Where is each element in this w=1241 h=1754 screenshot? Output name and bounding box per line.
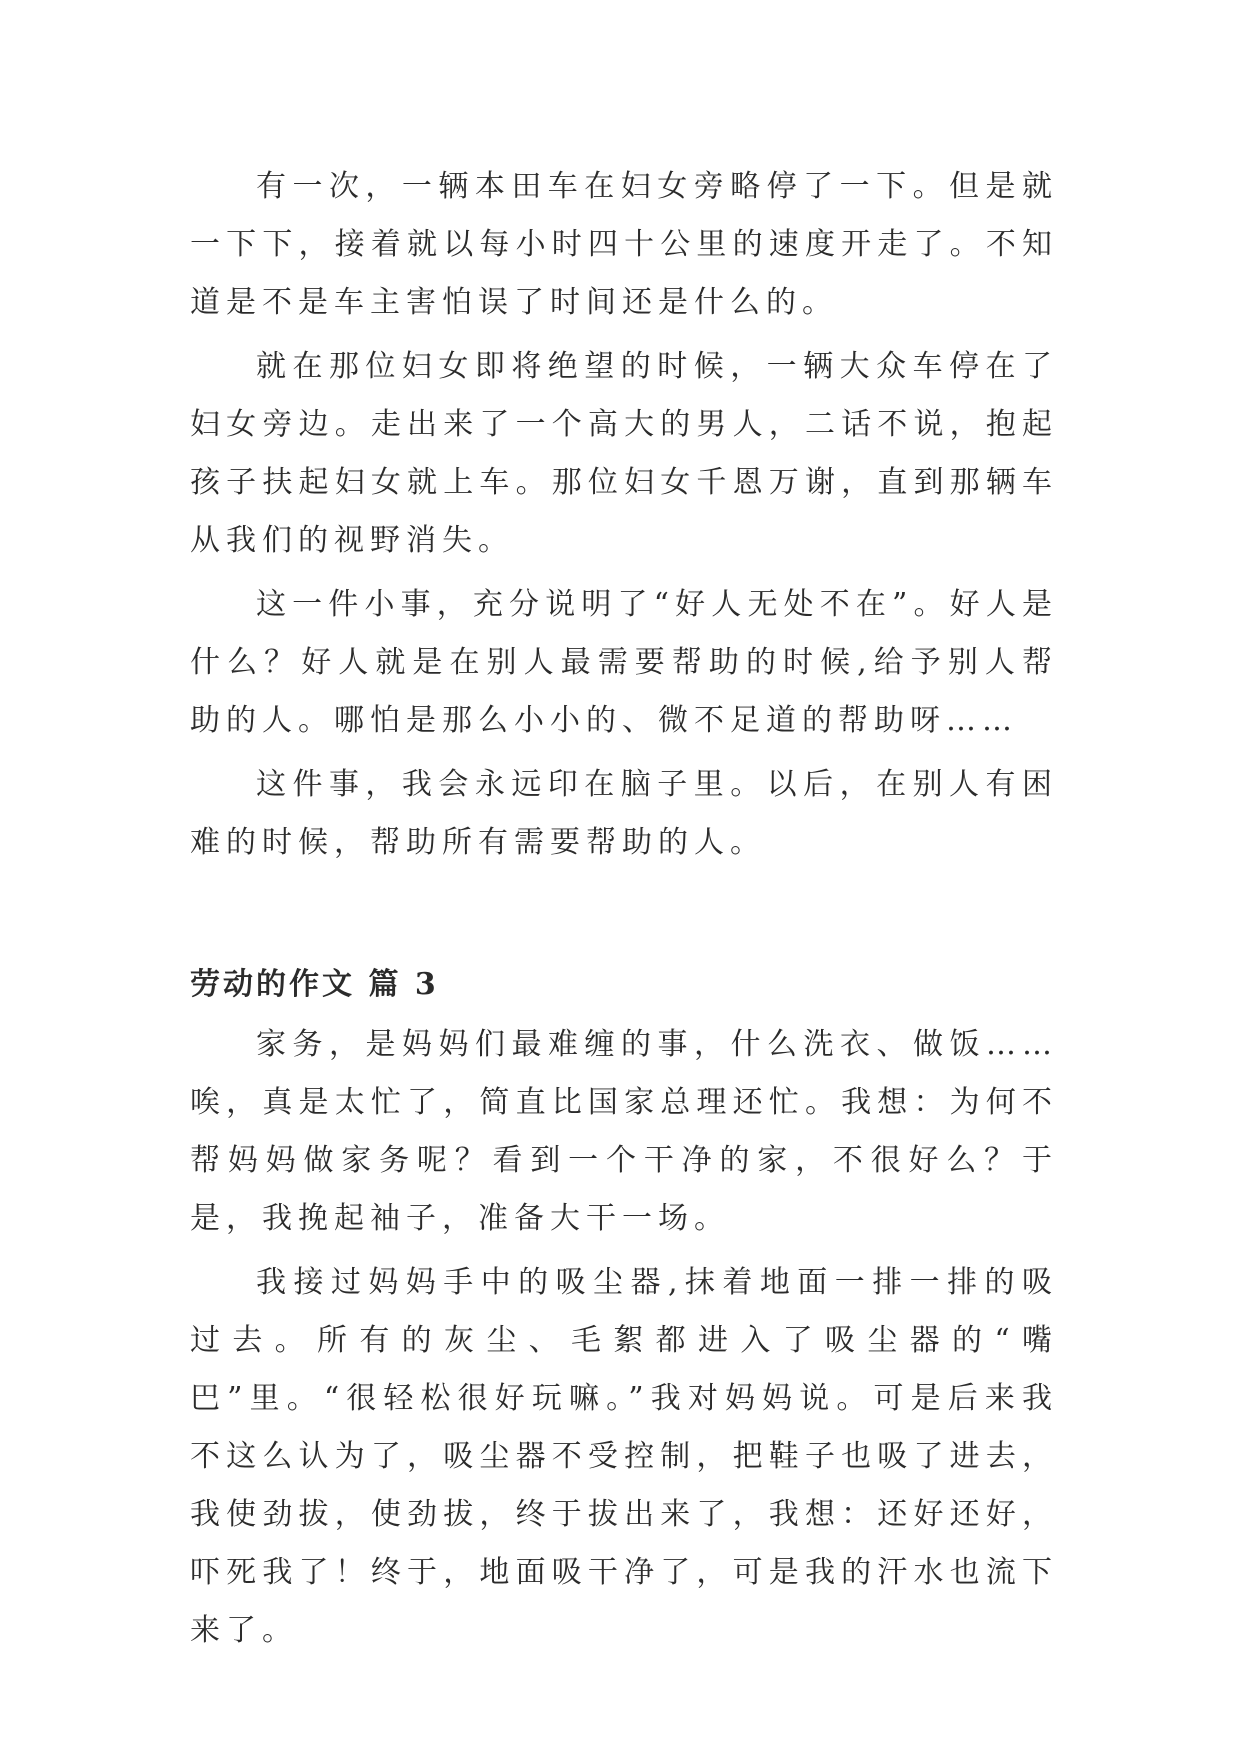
paragraph: 这件事，我会永远印在脑子里。以后，在别人有困难的时候，帮助所有需要帮助的人。 <box>190 767 1058 860</box>
section-title: 劳动的作文 篇 3 <box>190 967 439 1002</box>
document-body <box>190 158 1058 1666</box>
paragraph: 我接过妈妈手中的吸尘器,抹着地面一排一排的吸过去。所有的灰尘、毛絮都进入了吸尘器的“嘴巴”里。“很轻松很好玩嘛。”我对妈妈说。可是后来我不这么认为了，吸尘器不受控制，把鞋子也吸了进去，我使劲拔，使劲拔，终于拔出来了，我想：还好还好，吓死我了！终于，地面吸干净了，可是我的汗水也流下来了。 <box>190 1265 1058 1648</box>
paragraph: 这一件小事，充分说明了“好人无处不在”。好人是什么？好人就是在别人最需要帮助的时候,给予别人帮助的人。哪怕是那么小小的、微不足道的帮助呀…… <box>190 587 1058 738</box>
paragraph: 就在那位妇女即将绝望的时候，一辆大众车停在了妇女旁边。走出来了一个高大的男人，二话不说，抱起孩子扶起妇女就上车。那位妇女千恩万谢，直到那辆车从我们的视野消失。 <box>190 349 1058 558</box>
paragraph: 家务，是妈妈们最难缠的事，什么洗衣、做饭……唉，真是太忙了，简直比国家总理还忙。我想：为何不帮妈妈做家务呢？看到一个干净的家，不很好么？于是，我挽起袖子，准备大干一场。 <box>190 1027 1058 1236</box>
paragraph: 有一次，一辆本田车在妇女旁略停了一下。但是就一下下，接着就以每小时四十公里的速度开走了。不知道是不是车主害怕误了时间还是什么的。 <box>190 169 1058 320</box>
